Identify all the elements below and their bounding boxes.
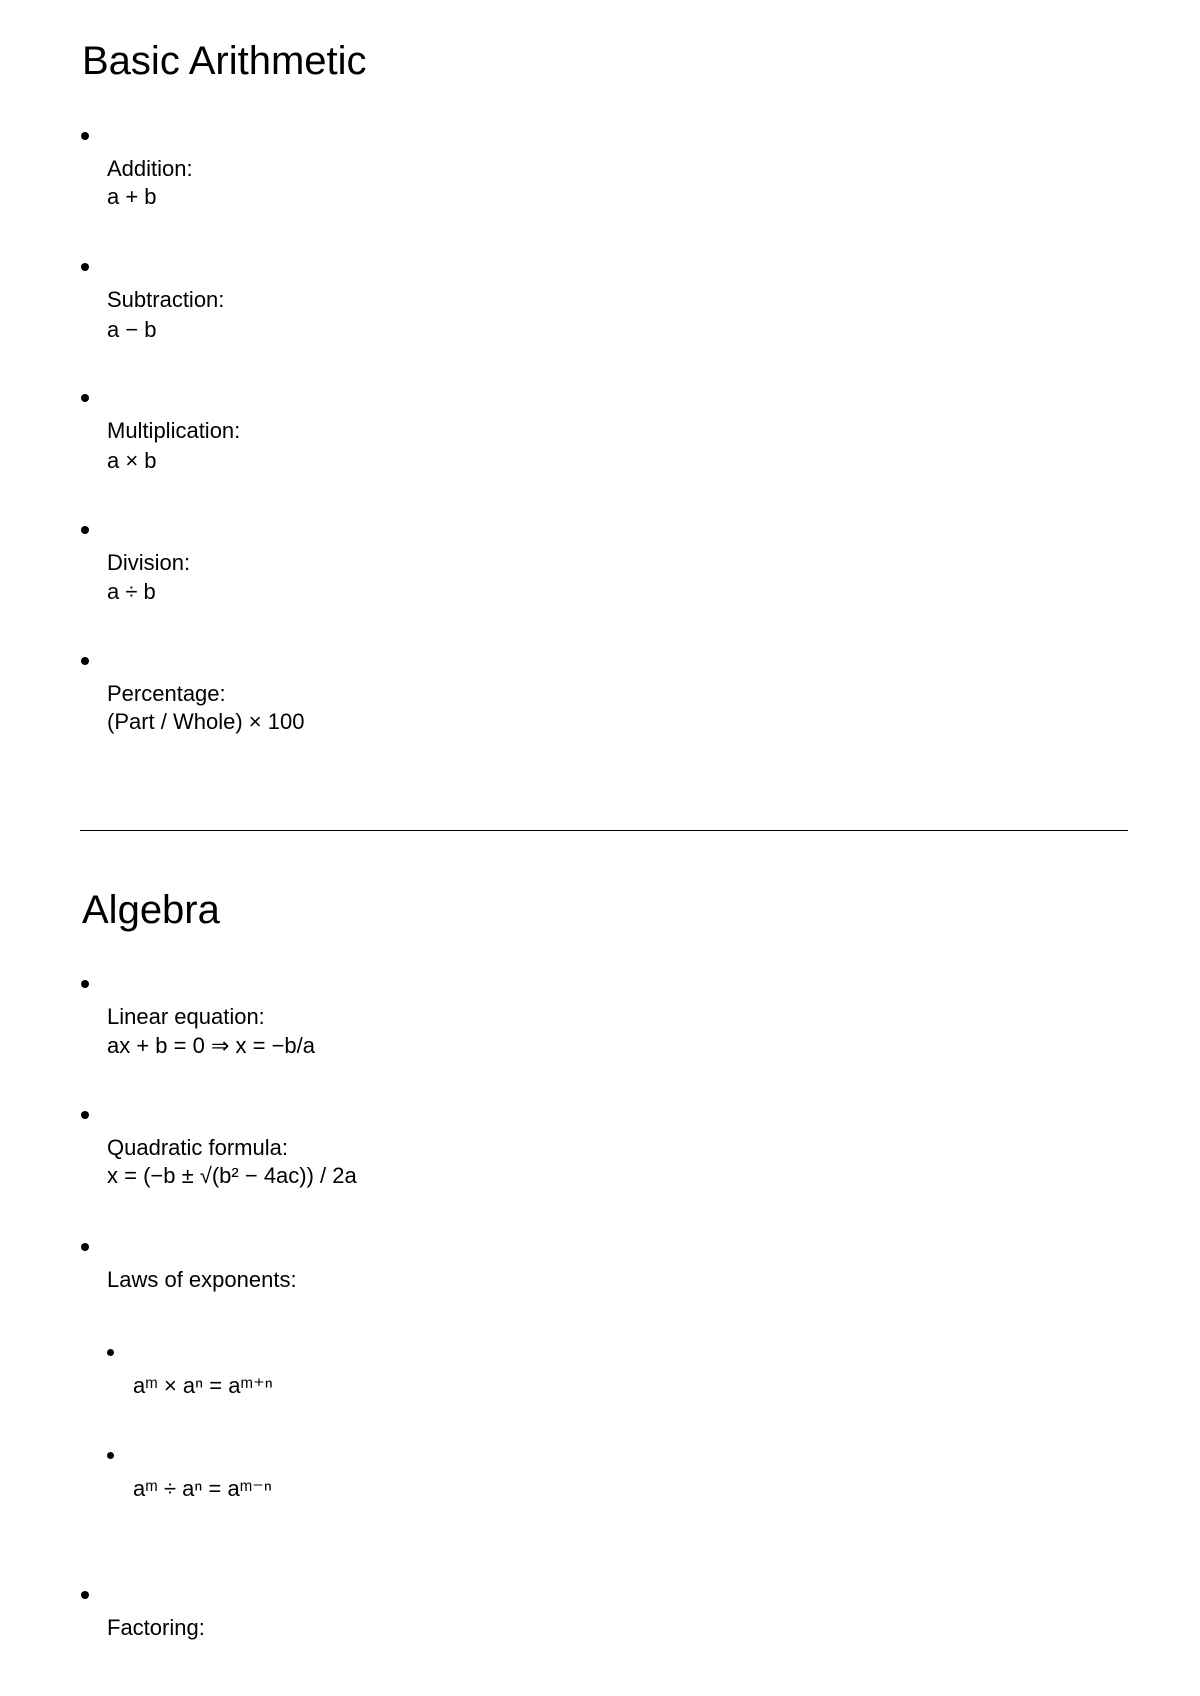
item-formula: ax + b = 0 ⇒ x = −b/a xyxy=(107,1033,316,1058)
item-formula: aᵐ × aⁿ = aᵐ⁺ⁿ xyxy=(133,1373,273,1398)
section-divider xyxy=(80,830,1128,831)
bullet-icon xyxy=(107,1452,114,1459)
item-formula: (Part / Whole) × 100 xyxy=(107,709,305,734)
bullet-icon xyxy=(81,526,89,534)
bullet-icon xyxy=(107,1349,114,1356)
item-label: Factoring: xyxy=(107,1615,205,1640)
item-label: Multiplication: xyxy=(107,418,241,443)
item-label: Subtraction: xyxy=(107,287,225,312)
bullet-icon xyxy=(81,657,89,665)
item-label: Laws of exponents: xyxy=(107,1267,297,1292)
bullet-icon xyxy=(81,263,89,271)
item-formula: a ÷ b xyxy=(107,579,156,604)
section-title-basic-arithmetic: Basic Arithmetic xyxy=(82,39,367,83)
item-formula: a − b xyxy=(107,317,157,342)
item-formula: a + b xyxy=(107,184,157,209)
bullet-icon xyxy=(81,132,89,140)
bullet-icon xyxy=(81,1111,89,1119)
item-label: Division: xyxy=(107,550,191,575)
item-label: Addition: xyxy=(107,156,193,181)
bullet-icon xyxy=(81,1243,89,1251)
item-label: Linear equation: xyxy=(107,1004,265,1029)
bullet-icon xyxy=(81,980,89,988)
item-formula: a × b xyxy=(107,448,157,473)
item-label: Percentage: xyxy=(107,681,226,706)
bullet-icon xyxy=(81,1591,89,1599)
bullet-icon xyxy=(81,394,89,402)
section-title-algebra: Algebra xyxy=(82,888,220,932)
item-formula: x = (−b ± √(b² − 4ac)) / 2a xyxy=(107,1163,357,1188)
item-formula: aᵐ ÷ aⁿ = aᵐ⁻ⁿ xyxy=(133,1476,272,1501)
item-label: Quadratic formula: xyxy=(107,1135,288,1160)
